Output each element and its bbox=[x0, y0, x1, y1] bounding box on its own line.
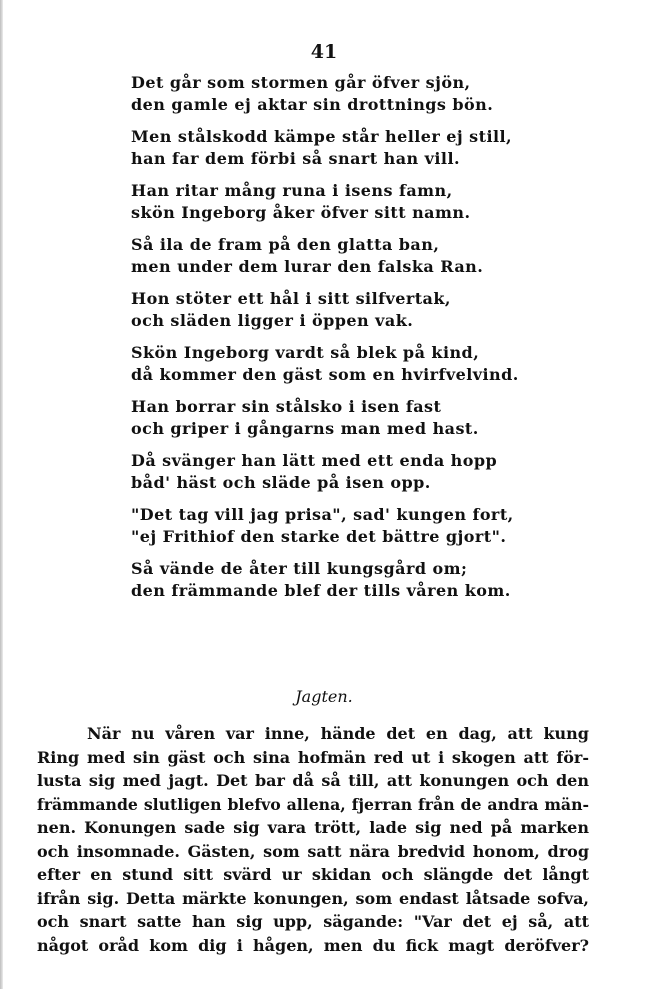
stanza bbox=[131, 72, 611, 116]
prose-line: Ring med sin gäst och sina hofmän red ut i skogen att för- bbox=[37, 747, 589, 767]
verse-line: Då svänger han lätt med ett enda hopp bbox=[131, 451, 498, 470]
section-title: Jagten. bbox=[295, 687, 353, 706]
verse-line: den gamle ej aktar sin drottnings bön. bbox=[131, 95, 494, 114]
verse-line: Så vände de åter till kungsgård om; bbox=[131, 559, 468, 578]
stanza bbox=[131, 288, 611, 332]
stanza bbox=[131, 126, 611, 170]
stanza bbox=[131, 558, 611, 602]
verse-line: "ej Frithiof den starke det bättre gjort". bbox=[131, 527, 507, 546]
page-number: 41 bbox=[310, 41, 338, 63]
stanza bbox=[131, 180, 611, 224]
prose-line: främmande slutligen blefvo allena, fjerran från de andra män- bbox=[37, 794, 589, 814]
page-edge bbox=[0, 0, 3, 989]
verse-line: Han borrar sin stålsko i isen fast bbox=[131, 397, 442, 416]
prose-line: efter en stund sitt svärd ur skidan och slängde det långt bbox=[37, 865, 589, 884]
stanza bbox=[131, 396, 611, 440]
prose-line: och snart satte han sig upp, sägande: "Var det ej så, att bbox=[37, 912, 589, 931]
verse-line: Så ila de fram på den glatta ban, bbox=[131, 235, 440, 254]
verse-line: skön Ingeborg åker öfver sitt namn. bbox=[131, 203, 471, 222]
verse-line: men under dem lurar den falska Ran. bbox=[131, 257, 484, 276]
prose-line: När nu våren var inne, hände det en dag, att kung bbox=[87, 724, 589, 743]
stanza bbox=[131, 234, 611, 278]
stanza bbox=[131, 450, 611, 494]
prose-line: lusta sig med jagt. Det bar då så till, att konungen och den bbox=[37, 771, 589, 790]
verse-line: Men stålskodd kämpe står heller ej still, bbox=[131, 127, 513, 146]
verse-line: den främmande blef der tills våren kom. bbox=[131, 581, 511, 600]
prose-line: och insomnade. Gästen, som satt nära bredvid honom, drog bbox=[37, 841, 589, 861]
prose-paragraph bbox=[37, 722, 589, 957]
prose-line: nen. Konungen sade sig vara trött, lade sig ned på marken bbox=[37, 818, 589, 837]
verse-line: han far dem förbi så snart han vill. bbox=[131, 149, 460, 168]
verse-line: Hon stöter ett hål i sitt silfvertak, bbox=[131, 289, 451, 308]
prose-line: ifrån sig. Detta märkte konungen, som endast låtsade sofva, bbox=[37, 888, 589, 908]
stanza bbox=[131, 342, 611, 386]
stanza bbox=[131, 504, 611, 548]
verse-line: båd' häst och släde på isen opp. bbox=[131, 473, 431, 492]
verse-line: då kommer den gäst som en hvirfvelvind. bbox=[131, 365, 519, 384]
poem bbox=[131, 72, 611, 602]
verse-line: Det går som stormen går öfver sjön, bbox=[131, 73, 471, 92]
verse-line: och släden ligger i öppen vak. bbox=[131, 311, 414, 330]
verse-line: Han ritar mång runa i isens famn, bbox=[131, 181, 453, 200]
verse-line: och griper i gångarns man med hast. bbox=[131, 419, 479, 438]
prose-line: något oråd kom dig i hågen, men du fick magt deröfver? bbox=[37, 935, 589, 955]
verse-line: Skön Ingeborg vardt så blek på kind, bbox=[131, 343, 480, 362]
verse-line: "Det tag vill jag prisa", sad' kungen fort, bbox=[131, 505, 514, 524]
